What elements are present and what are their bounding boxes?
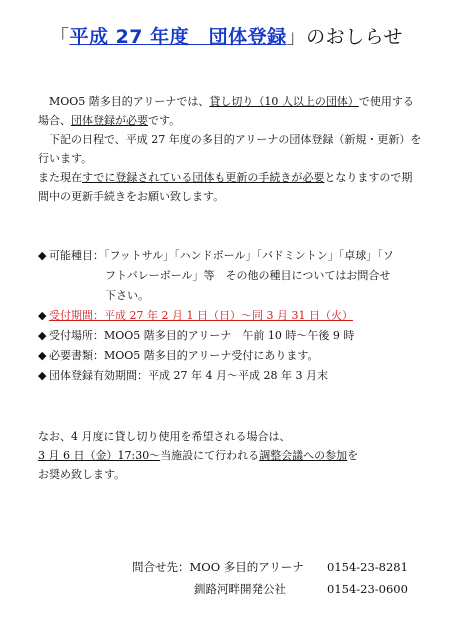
contact-label-moo: 問合せ先：MOO 多目的アリーナ <box>132 560 304 574</box>
intro-text: で使用する場合、 <box>38 95 414 127</box>
note-paragraph <box>38 427 423 484</box>
intro-text: です。 <box>148 114 181 127</box>
info-list <box>38 246 428 386</box>
diamond-icon: ◆ <box>38 309 47 322</box>
title-highlight: 平成 27 年度 団体登録 <box>69 26 287 48</box>
types-text-cont: フトバレーボール」等 その他の種目についてはお問合せ <box>105 269 391 282</box>
contact-label-corp: 釧路河畔開発公社 <box>194 582 286 596</box>
diamond-icon: ◆ <box>38 349 47 362</box>
intro-underline-registration: 団体登録が必要 <box>71 114 148 127</box>
docs-text: 必要書類：MOO5 階多目的アリーナ受付にあります。 <box>49 349 319 362</box>
intro-underline-rental: 貸し切り（10 人以上の団体） <box>209 95 359 108</box>
contact-phone-corp: 0154-23-0600 <box>327 582 408 596</box>
note-date: 3 月 6 日（金）17:30～ <box>38 449 161 462</box>
intro-paragraph-3 <box>38 168 423 206</box>
note-line-3: お奨め致します。 <box>38 468 126 481</box>
note-meeting: 調整会議への参加 <box>259 449 348 462</box>
diamond-icon: ◆ <box>38 249 47 262</box>
note-line-1: なお、4 月度に貸し切り使用を希望される場合は、 <box>38 430 291 443</box>
note-text: 当施設にて行われる <box>160 449 260 462</box>
period-text: 受付期間：平成 27 年 2 月 1 日（日）～同 3 月 31 日（火） <box>49 309 353 322</box>
title-suffix: 」のおしらせ <box>286 26 404 48</box>
diamond-icon: ◆ <box>38 329 47 342</box>
page-title <box>0 22 453 49</box>
diamond-icon: ◆ <box>38 369 47 382</box>
intro-text: また現在 <box>38 171 82 184</box>
note-text: を <box>347 449 359 462</box>
note-line-2 <box>38 446 423 465</box>
contact-phone-moo: 0154-23-8281 <box>327 560 408 574</box>
types-text-cont: 下さい。 <box>105 289 149 302</box>
contact-row-moo <box>132 556 408 578</box>
valid-text: 団体登録有効期間：平成 27 年 4 月～平成 28 年 3 月末 <box>49 369 328 382</box>
intro-paragraph-1 <box>38 92 423 130</box>
contact-row-corp <box>132 578 408 600</box>
intro-text: MOO5 階多目的アリーナでは、 <box>38 95 210 108</box>
list-item-place <box>38 326 428 346</box>
place-text: 受付場所：MOO5 階多目的アリーナ 午前 10 時～午後 9 時 <box>49 329 355 342</box>
list-item-docs <box>38 346 428 366</box>
list-item-period <box>38 306 428 326</box>
intro-underline-renewal: すでに登録されている団体も更新の手続きが必要 <box>82 171 325 184</box>
intro-text: となりますので期間中の更新手続きをお願い致します。 <box>38 171 413 203</box>
intro-paragraph-2: 下記の日程で、平成 27 年度の多目的アリーナの団体登録（新規・更新）を行います。 <box>38 133 422 165</box>
title-open-bracket: 「 <box>49 26 70 48</box>
types-text: 可能種目：「フットサル」「ハンドボール」「バドミントン」「卓球」「ソ <box>49 249 394 262</box>
contact-block <box>132 556 408 600</box>
list-item-valid <box>38 366 428 386</box>
list-item-types <box>38 246 428 266</box>
